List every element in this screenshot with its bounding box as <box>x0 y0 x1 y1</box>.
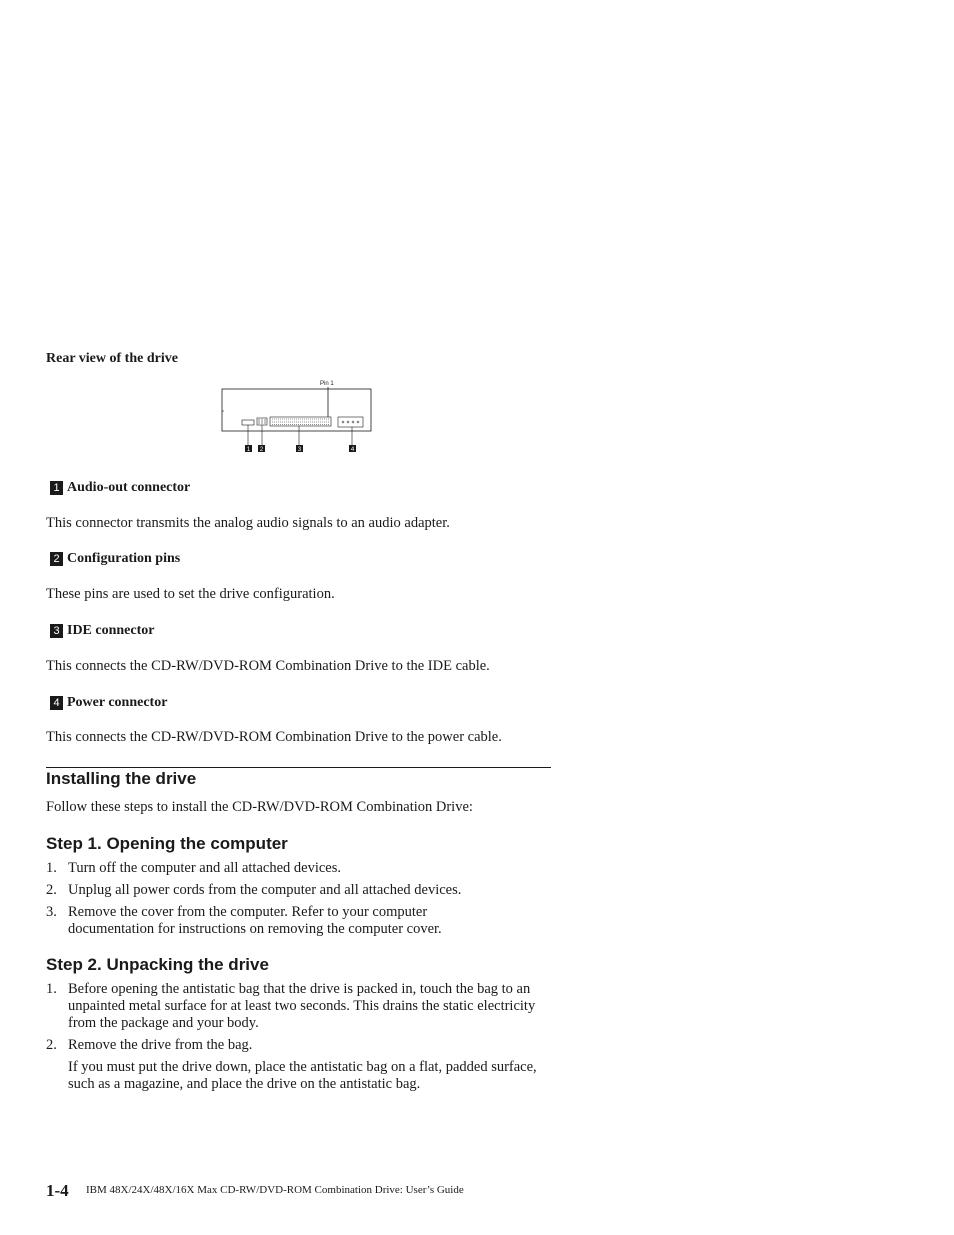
callout-1-title: Audio-out connector <box>67 480 191 495</box>
callout-3-text: This connects the CD-RW/DVD-ROM Combination Drive to the IDE cable. <box>46 658 490 674</box>
step2-item-1-number: 1. <box>46 981 57 997</box>
callout-3-title: IDE connector <box>67 623 155 638</box>
step1-item-1-text: Turn off the computer and all attached devices. <box>68 860 342 876</box>
callout-2-number: 2 <box>50 552 63 566</box>
step1-item-1-number: 1. <box>46 860 57 876</box>
callout-4-title: Power connector <box>67 695 168 710</box>
footer-title: IBM 48X/24X/48X/16X Max CD-RW/DVD-ROM Combination Drive: User’s Guide <box>86 1184 464 1196</box>
marker-1-label: 1 <box>246 447 251 453</box>
step2-item-2-number: 2. <box>46 1037 57 1053</box>
figure-caption: Rear view of the drive <box>46 351 178 366</box>
step2-heading: Step 2. Unpacking the drive <box>46 955 269 974</box>
step2-item-1 <box>46 981 551 1032</box>
step1-item-3-text: Remove the cover from the computer. Refer to your computer documentation for instructions on removing the computer cover. <box>68 904 442 937</box>
marker-3-label: 3 <box>297 447 302 453</box>
section-divider <box>46 767 551 768</box>
step2-item-2 <box>46 1037 551 1054</box>
callout-2-text: These pins are used to set the drive configuration. <box>46 586 335 602</box>
step1-item-2-number: 2. <box>46 882 57 898</box>
step1-item-3-number: 3. <box>46 904 57 920</box>
step2-item-1-text: Before opening the antistatic bag that the drive is packed in, touch the bag to an unpainted metal surface for at least two seconds. This drains the static electricity from the package and your body. <box>68 981 536 1031</box>
marker-4-label: 4 <box>350 447 355 453</box>
callout-4-number: 4 <box>50 696 63 710</box>
installing-intro: Follow these steps to install the CD-RW/DVD-ROM Combination Drive: <box>46 799 473 815</box>
installing-heading: Installing the drive <box>46 769 197 788</box>
audio-connector-shape <box>242 420 254 425</box>
callout-4-text: This connects the CD-RW/DVD-ROM Combination Drive to the power cable. <box>46 729 502 745</box>
step1-heading: Step 1. Opening the computer <box>46 834 288 853</box>
callout-2-title: Configuration pins <box>67 551 181 566</box>
step1-item-3 <box>46 904 476 938</box>
callout-1-heading <box>50 480 190 496</box>
step2-note: If you must put the drive down, place the antistatic bag on a flat, padded surface, such as a magazine, and place the drive on the antistatic bag. <box>68 1059 537 1092</box>
step1-item-2-text: Unplug all power cords from the computer and all attached devices. <box>68 882 462 898</box>
step1-item-1 <box>46 860 551 877</box>
callout-2-heading <box>50 551 180 567</box>
footer-page-number: 1-4 <box>46 1181 69 1200</box>
callout-4-heading <box>50 695 167 711</box>
callout-3-heading <box>50 623 155 639</box>
step2-item-2-text: Remove the drive from the bag. <box>68 1037 253 1053</box>
callout-1-number: 1 <box>50 481 63 495</box>
callout-1-text: This connector transmits the analog audio signals to an audio adapter. <box>46 515 450 531</box>
step1-item-2 <box>46 882 551 899</box>
drive-rear-view-diagram <box>220 376 375 456</box>
callout-3-number: 3 <box>50 624 63 638</box>
marker-2-label: 2 <box>259 447 264 453</box>
pin-1-label: Pin 1 <box>320 381 334 387</box>
